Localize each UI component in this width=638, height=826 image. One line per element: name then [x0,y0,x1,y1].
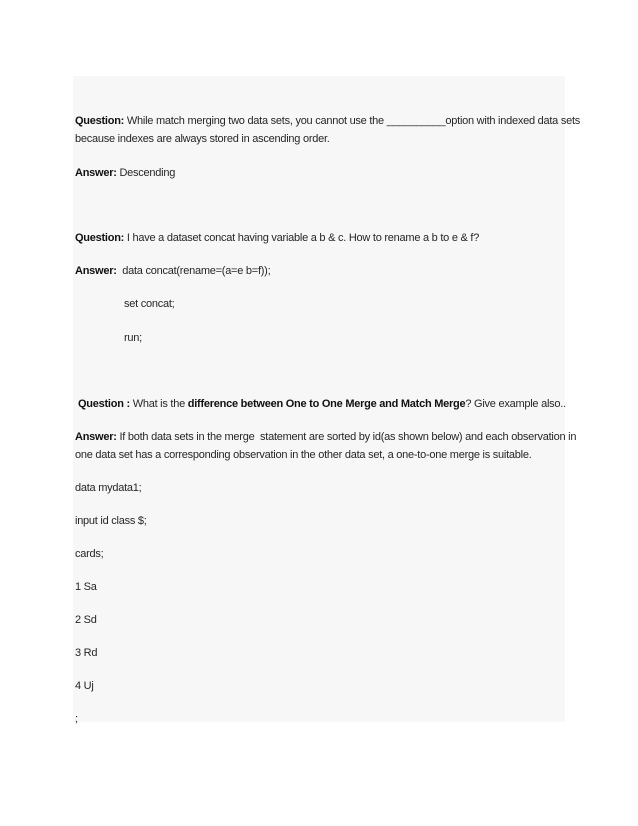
code-line: 4 Uj [75,680,94,692]
answer-2-code-2: set concat; [124,298,175,310]
question-1-label: Question: [75,115,125,127]
question-3-text: What is the [129,398,188,410]
answer-2-line [75,264,270,278]
question-2-line [75,231,479,245]
question-2-text: I have a dataset concat having variable a b & c. How to rename a b to e & f? [124,232,480,244]
question-1-text-after: option with indexed data sets [445,115,581,127]
answer-1-text: Descending [116,167,176,179]
code-line: cards; [75,548,104,560]
question-3-label: Question : [78,398,130,410]
answer-3-line-1 [75,430,576,444]
code-line: input id class $; [75,515,147,527]
question-3-text-after: ? Give example also.. [465,398,566,410]
question-1-blank: __________ [386,115,446,127]
answer-3-line-2: one data set has a corresponding observation in the other data set, a one-to-one merge is suitable. [75,449,532,461]
answer-2-code-3: run; [124,332,142,344]
answer-1-line [75,166,175,180]
code-line: data mydata1; [75,482,142,494]
question-1-line-2: because indexes are always stored in ascending order. [75,133,330,145]
question-2-label: Question: [75,232,125,244]
question-1-text: While match merging two data sets, you cannot use the [124,115,387,127]
question-3-strong: difference between One to One Merge and Match Merge [187,398,466,410]
question-3-line [78,397,566,411]
code-line: 3 Rd [75,647,98,659]
code-line: 2 Sd [75,614,97,626]
code-line: 1 Sa [75,581,97,593]
question-1-line-1 [75,114,580,128]
answer-3-label: Answer: [75,431,117,443]
answer-3-text-1: If both data sets in the merge statement are sorted by id(as shown below) and each observation in [116,431,577,443]
answer-2-code-1: data concat(rename=(a=e b=f)); [116,265,271,277]
code-line: ; [75,713,78,725]
answer-1-label: Answer: [75,167,117,179]
answer-2-label: Answer: [75,265,117,277]
